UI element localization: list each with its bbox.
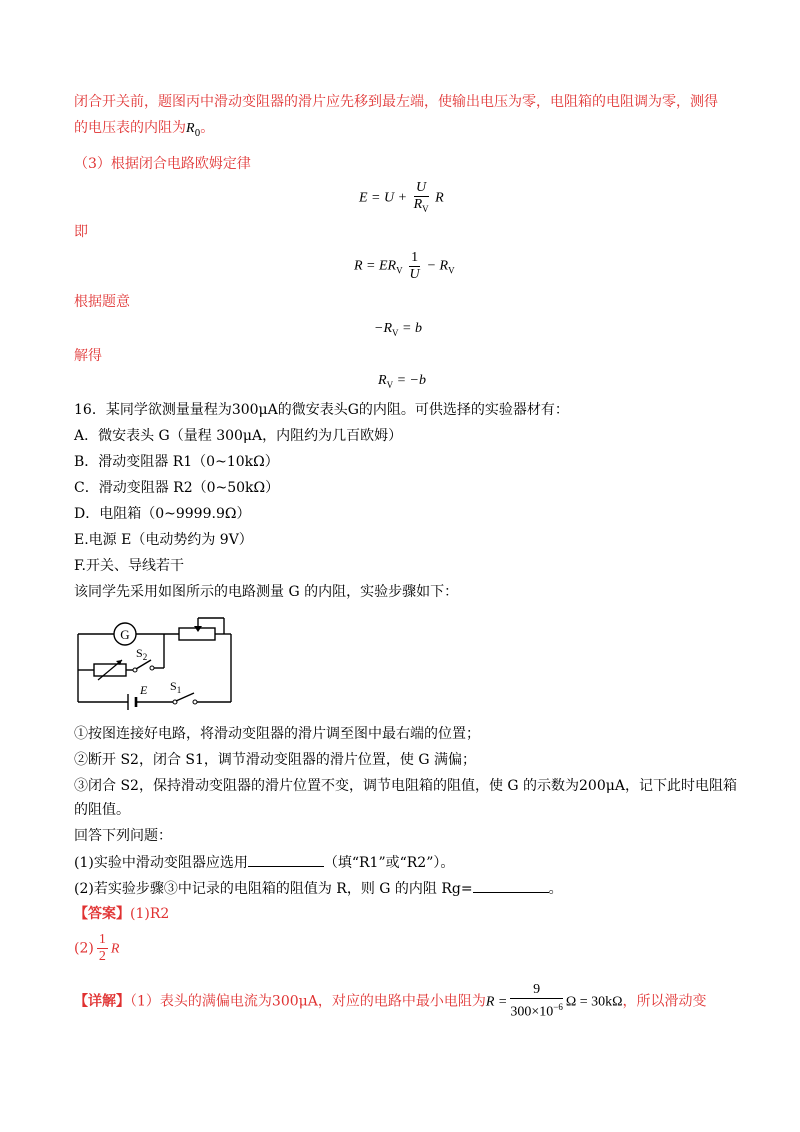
equation-4: $R_V = -b$ (378, 373, 426, 390)
blank-2[interactable] (473, 878, 549, 893)
option-d: D．电阻箱（0~9999.9Ω） (74, 506, 251, 522)
circuit-diagram (74, 610, 244, 710)
sub-question-1: (1)实验中滑动变阻器应选用 （填“R1”或“R2”）。 (74, 852, 454, 873)
option-f: F.开关、导线若干 (74, 558, 184, 574)
answer-line-1: 【答案】(1)R2 (74, 906, 170, 922)
emf-label: E (140, 683, 148, 697)
step3-heading: （3）根据闭合电路欧姆定律 (74, 156, 251, 172)
option-e: E.电源 E（电动势约为 9V） (74, 532, 253, 548)
step-3-line-2: 的阻值。 (74, 802, 130, 818)
svg-text:G: G (120, 627, 130, 642)
option-b: B．滑动变阻器 R1（0~10kΩ） (74, 454, 279, 470)
step-3-line-1: ③闭合 S2，保持滑动变阻器的滑片位置不变，调节电阻箱的阻值，使 G 的示数为200μA，记下此时电阻箱 (74, 778, 737, 794)
switch-s2-label: $S_2$ (136, 646, 148, 662)
experiment-intro: 该同学先采用如图所示的电路测量 G 的内阻，实验步骤如下： (74, 584, 459, 600)
detail-line-1: 【详解】（1）表头的满偏电流为300μA，对应的电路中最小电阻为R = $\frac{9}{300\times 10^{-6}}$ Ω = 30kΩ，所以滑动变 (74, 982, 707, 1020)
answer-prompt: 回答下列问题： (74, 828, 172, 844)
blank-1[interactable] (248, 852, 324, 867)
ji-label: 即 (74, 224, 88, 240)
galvanometer-symbol (114, 623, 136, 645)
equation-1: E = U + $\frac{U}{R_V}$ R (359, 180, 444, 214)
question-stem: 16．某同学欲测量量程为300μA的微安表头G的内阻。可供选择的实验器材有： (74, 402, 569, 418)
prev-paragraph-line-2: 的电压表的内阻为$R_0$。 (74, 120, 215, 139)
step-2: ②断开 S2，闭合 S1，调节滑动变阻器的滑片位置，使 G 满偏； (74, 752, 476, 768)
prev-paragraph-line-1: 闭合开关前，题图丙中滑动变阻器的滑片应先移到最左端，使输出电压为零，电阻箱的电阻调为零，测得 (74, 94, 718, 110)
sub-question-2: (2)若实验步骤③中记录的电阻箱的阻值为 R，则 G 的内阻 Rg= 。 (74, 878, 563, 899)
switch-s1-label: $S_1$ (170, 679, 182, 695)
option-a: A．微安表头 G（量程 300μA，内阻约为几百欧姆） (74, 428, 403, 444)
tiyi-label: 根据题意 (74, 294, 130, 310)
answer-line-2: (2) $\frac{1}{2}$ R (74, 932, 120, 964)
equation-2: $R = ER_V$ $\frac{1}{U}$ − $R_V$ (354, 250, 455, 282)
equation-3: $-R_V = b$ (374, 321, 422, 338)
step-1: ①按图连接好电路，将滑动变阻器的滑片调至图中最右端的位置； (74, 726, 480, 742)
jiede-label: 解得 (74, 348, 102, 364)
option-c: C．滑动变阻器 R2（0~50kΩ） (74, 480, 280, 496)
